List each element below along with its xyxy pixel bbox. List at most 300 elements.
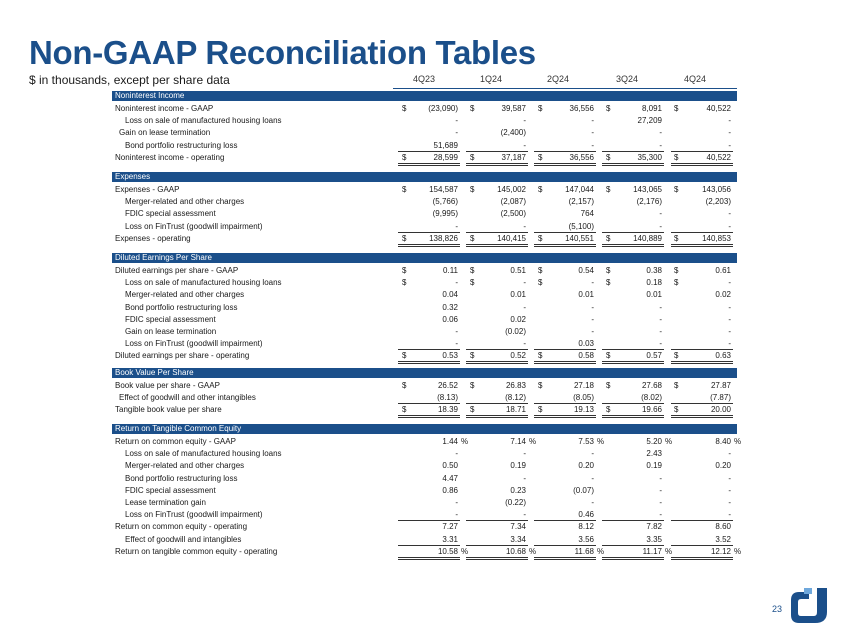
cell-value: - — [523, 302, 526, 312]
cell-value: 26.52 — [437, 381, 458, 390]
section-header: Return on Tangible Common Equity — [112, 424, 737, 434]
cell-value: - — [728, 339, 731, 349]
currency-symbol: $ — [402, 152, 407, 162]
row-label: Diluted earnings per share - operating — [115, 351, 250, 361]
total-rule — [398, 244, 460, 247]
cell-value: (5,100) — [568, 221, 594, 231]
table-row — [112, 233, 737, 244]
cell-value: 36,556 — [569, 152, 594, 162]
percent-symbol: % — [597, 546, 605, 556]
cell-value: - — [455, 339, 458, 349]
cell-value: 0.01 — [578, 290, 594, 300]
row-label: Loss on sale of manufactured housing loans — [125, 116, 282, 126]
cell-value: 143,065 — [633, 185, 662, 194]
cell-value: - — [523, 278, 526, 288]
currency-symbol: $ — [402, 233, 407, 243]
table-row — [112, 460, 737, 471]
row-label: Return on common equity - operating — [115, 522, 248, 532]
table-row — [112, 103, 737, 114]
cell-value: 0.11 — [443, 266, 458, 275]
table-row — [112, 448, 737, 459]
cell-value: - — [659, 302, 662, 312]
total-rule — [602, 244, 664, 247]
cell-value: - — [523, 449, 526, 459]
cell-value: 51,689 — [433, 140, 458, 150]
table-row — [112, 485, 737, 496]
cell-value: (8.12) — [505, 393, 526, 403]
cell-value: 0.38 — [646, 266, 662, 275]
row-label: Loss on FinTrust (goodwill impairment) — [125, 510, 263, 520]
cell-value: 7.14 — [510, 437, 526, 446]
currency-symbol: $ — [674, 351, 679, 361]
units-subtitle: $ in thousands, except per share data — [29, 73, 230, 87]
cell-value: (2,400) — [500, 128, 526, 138]
cell-value: 0.04 — [442, 290, 458, 300]
currency-symbol: $ — [470, 185, 475, 194]
cell-value: - — [523, 221, 526, 231]
table-row — [112, 289, 737, 300]
cell-value: (5,766) — [432, 197, 458, 207]
total-rule — [534, 244, 596, 247]
total-rule — [671, 163, 733, 166]
total-rule — [466, 163, 528, 166]
cell-value: - — [659, 128, 662, 138]
cell-value: 27.18 — [573, 381, 594, 390]
cell-value: - — [455, 221, 458, 231]
cell-value: - — [455, 116, 458, 126]
cell-value: 7.82 — [646, 522, 662, 532]
cell-value: - — [591, 116, 594, 126]
cell-value: 0.51 — [510, 266, 526, 275]
cell-value: 0.01 — [510, 290, 526, 300]
cell-value: 0.54 — [578, 266, 594, 275]
currency-symbol: $ — [674, 278, 679, 288]
table-row — [112, 392, 737, 403]
cell-value: 8.40 — [715, 437, 731, 446]
row-label: Merger-related and other charges — [125, 197, 245, 207]
row-label: Book value per share - GAAP — [115, 381, 220, 390]
cell-value: 0.18 — [646, 278, 662, 288]
cell-value: 764 — [580, 209, 594, 219]
cell-value: 140,415 — [497, 233, 526, 243]
currency-symbol: $ — [606, 152, 611, 162]
cell-value: 0.53 — [442, 351, 458, 361]
currency-symbol: $ — [606, 233, 611, 243]
cell-value: - — [523, 510, 526, 520]
row-label: Loss on sale of manufactured housing loans — [125, 278, 282, 288]
currency-symbol: $ — [470, 405, 475, 415]
currency-symbol: $ — [538, 104, 543, 113]
cell-value: - — [659, 510, 662, 520]
currency-symbol: $ — [538, 233, 543, 243]
currency-symbol: $ — [674, 233, 679, 243]
cell-value: - — [659, 498, 662, 507]
percent-symbol: % — [529, 546, 537, 556]
currency-symbol: $ — [674, 104, 679, 113]
cell-value: - — [591, 302, 594, 312]
table-row — [112, 184, 737, 195]
cell-value: 0.52 — [510, 351, 526, 361]
cell-value: 18.71 — [505, 405, 526, 415]
cell-value: (7.87) — [710, 393, 731, 403]
table-row — [112, 326, 737, 337]
row-label: Gain on lease termination — [119, 128, 211, 138]
cell-value: 3.52 — [715, 534, 731, 544]
cell-value: (2,203) — [705, 197, 731, 207]
currency-symbol: $ — [606, 405, 611, 415]
cell-value: 8.12 — [578, 522, 594, 532]
cell-value: 0.23 — [510, 485, 526, 495]
percent-symbol: % — [665, 437, 673, 446]
currency-symbol: $ — [538, 351, 543, 361]
table-row — [112, 350, 737, 361]
cell-value: 0.06 — [442, 314, 458, 324]
table-row — [112, 509, 737, 520]
cell-value: 0.20 — [578, 461, 594, 471]
cell-value: 0.02 — [510, 314, 526, 324]
row-label: Expenses - operating — [115, 233, 191, 243]
cell-value: - — [728, 302, 731, 312]
cell-value: 7.53 — [578, 437, 594, 446]
cell-value: 143,056 — [702, 185, 731, 194]
cell-value: (8.05) — [573, 393, 594, 403]
currency-symbol: $ — [538, 381, 543, 390]
table-row — [112, 436, 742, 447]
cell-value: 3.35 — [646, 534, 662, 544]
table-row — [112, 473, 737, 484]
row-label: Expenses - GAAP — [115, 185, 180, 194]
cell-value: - — [659, 221, 662, 231]
cell-value: - — [591, 278, 594, 288]
cell-value: 28,599 — [433, 152, 458, 162]
cell-value: 138,826 — [429, 233, 458, 243]
page-number: 23 — [771, 604, 782, 614]
total-rule — [602, 361, 664, 364]
cell-value: - — [728, 221, 731, 231]
cell-value: - — [728, 116, 731, 126]
cell-value: 0.02 — [715, 290, 731, 300]
cell-value: - — [523, 116, 526, 126]
table-row — [112, 277, 737, 288]
column-header: 4Q24 — [683, 74, 707, 84]
cell-value: - — [455, 510, 458, 520]
cell-value: 39,587 — [501, 104, 526, 113]
percent-symbol: % — [597, 437, 605, 446]
total-rule — [466, 415, 528, 418]
cell-value: - — [659, 339, 662, 349]
cell-value: - — [728, 510, 731, 520]
total-rule — [671, 557, 733, 560]
currency-symbol: $ — [470, 104, 475, 113]
cell-value: - — [591, 140, 594, 150]
row-label: Effect of goodwill and intangibles — [125, 534, 242, 544]
row-label: Return on common equity - GAAP — [115, 437, 236, 446]
currency-symbol: $ — [470, 233, 475, 243]
total-rule — [398, 163, 460, 166]
cell-value: 7.34 — [510, 522, 526, 532]
column-header: 2Q24 — [546, 74, 570, 84]
percent-symbol: % — [529, 437, 537, 446]
cell-value: - — [591, 128, 594, 138]
cell-value: - — [455, 449, 458, 459]
cell-value: - — [455, 327, 458, 336]
total-rule — [602, 557, 664, 560]
cell-value: 0.46 — [578, 510, 594, 520]
currency-symbol: $ — [674, 405, 679, 415]
cell-value: 140,551 — [565, 233, 594, 243]
row-label: Loss on sale of manufactured housing loans — [125, 449, 282, 459]
total-rule — [398, 361, 460, 364]
cell-value: (2,176) — [636, 197, 662, 207]
section-header: Noninterest Income — [112, 91, 737, 101]
table-row — [112, 208, 737, 219]
cell-value: 0.19 — [510, 461, 526, 471]
cell-value: - — [591, 314, 594, 324]
section-header: Diluted Earnings Per Share — [112, 253, 737, 263]
cell-value: 18.39 — [437, 405, 458, 415]
table-row — [112, 546, 742, 557]
cell-value: 27.68 — [641, 381, 662, 390]
cell-value: 8,091 — [641, 104, 662, 113]
currency-symbol: $ — [606, 351, 611, 361]
cell-value: 19.13 — [573, 405, 594, 415]
table-row — [112, 338, 737, 349]
currency-symbol: $ — [402, 381, 407, 390]
cell-value: 0.57 — [646, 351, 662, 361]
cell-value: (2,087) — [500, 197, 526, 207]
cell-value: (23,090) — [428, 104, 458, 113]
cell-value: (0.07) — [573, 485, 594, 495]
total-rule — [534, 415, 596, 418]
cell-value: - — [659, 485, 662, 495]
cell-value: (9,995) — [432, 209, 458, 219]
row-label: FDIC special assessment — [125, 485, 216, 495]
percent-symbol: % — [665, 546, 673, 556]
table-row — [112, 265, 737, 276]
currency-symbol: $ — [606, 266, 611, 275]
row-label: Tangible book value per share — [115, 405, 222, 415]
page-title: Non-GAAP Reconciliation Tables — [29, 34, 536, 71]
row-label: Noninterest income - GAAP — [115, 104, 214, 113]
row-label: Loss on FinTrust (goodwill impairment) — [125, 221, 263, 231]
cell-value: 11.17 — [642, 546, 662, 556]
table-row — [112, 534, 737, 545]
cell-value: 154,587 — [429, 185, 458, 194]
cell-value: - — [728, 314, 731, 324]
cell-value: 40,522 — [706, 152, 731, 162]
cell-value: - — [728, 278, 731, 288]
cell-value: - — [659, 209, 662, 219]
cell-value: - — [728, 485, 731, 495]
row-label: Bond portfolio restructuring loss — [125, 473, 238, 483]
currency-symbol: $ — [674, 152, 679, 162]
cell-value: - — [455, 128, 458, 138]
cell-value: 10.68 — [505, 546, 526, 556]
cell-value: 0.19 — [646, 461, 662, 471]
cell-value: 20.00 — [710, 405, 731, 415]
percent-symbol: % — [461, 437, 469, 446]
table-row — [112, 196, 737, 207]
total-rule — [534, 163, 596, 166]
cell-value: 140,889 — [633, 233, 662, 243]
currency-symbol: $ — [606, 278, 611, 288]
currency-symbol: $ — [402, 278, 407, 288]
cell-value: - — [659, 140, 662, 150]
cell-value: 7.27 — [442, 522, 458, 532]
cell-value: 1.44 — [442, 437, 458, 446]
cell-value: 3.56 — [578, 534, 594, 544]
total-rule — [671, 244, 733, 247]
table-row — [112, 497, 737, 508]
cell-value: - — [591, 473, 594, 483]
total-rule — [602, 163, 664, 166]
cell-value: 26.83 — [505, 381, 526, 390]
percent-symbol: % — [461, 546, 469, 556]
cell-value: 147,044 — [565, 185, 594, 194]
column-header: 1Q24 — [479, 74, 503, 84]
cell-value: - — [591, 327, 594, 336]
currency-symbol: $ — [606, 185, 611, 194]
currency-symbol: $ — [402, 266, 407, 275]
row-label: Bond portfolio restructuring loss — [125, 302, 238, 312]
cell-value: 0.86 — [442, 485, 458, 495]
total-rule — [534, 361, 596, 364]
cell-value: (2,157) — [568, 197, 594, 207]
currency-symbol: $ — [470, 266, 475, 275]
cell-value: 145,002 — [497, 185, 526, 194]
cell-value: 37,187 — [501, 152, 526, 162]
table-row — [112, 404, 737, 415]
cell-value: - — [728, 209, 731, 219]
cell-value: 2.43 — [646, 449, 662, 459]
company-logo-icon — [787, 582, 833, 628]
section-header: Book Value Per Share — [112, 368, 737, 378]
cell-value: - — [591, 449, 594, 459]
cell-value: (0.22) — [505, 498, 526, 507]
row-label: Merger-related and other charges — [125, 290, 245, 300]
header-rule — [393, 88, 737, 89]
table-row — [112, 380, 737, 391]
currency-symbol: $ — [538, 278, 543, 288]
currency-symbol: $ — [674, 266, 679, 275]
currency-symbol: $ — [674, 381, 679, 390]
currency-symbol: $ — [538, 266, 543, 275]
cell-value: - — [728, 128, 731, 138]
currency-symbol: $ — [470, 381, 475, 390]
table-row — [112, 140, 737, 151]
currency-symbol: $ — [606, 381, 611, 390]
cell-value: 3.31 — [442, 534, 458, 544]
cell-value: 8.60 — [715, 522, 731, 532]
total-rule — [602, 415, 664, 418]
currency-symbol: $ — [402, 405, 407, 415]
row-label: Gain on lease termination — [125, 327, 217, 336]
currency-symbol: $ — [402, 185, 407, 194]
cell-value: 0.03 — [578, 339, 594, 349]
cell-value: 5.20 — [646, 437, 662, 446]
section-header: Expenses — [112, 172, 737, 182]
cell-value: - — [659, 314, 662, 324]
cell-value: 40,522 — [706, 104, 731, 113]
currency-symbol: $ — [538, 185, 543, 194]
currency-symbol: $ — [538, 405, 543, 415]
cell-value: - — [523, 140, 526, 150]
percent-symbol: % — [734, 437, 742, 446]
cell-value: - — [523, 473, 526, 483]
row-label: Return on tangible common equity - operating — [115, 546, 278, 556]
cell-value: - — [728, 498, 731, 507]
cell-value: 140,853 — [702, 233, 731, 243]
table-row — [112, 152, 737, 163]
cell-value: - — [455, 278, 458, 288]
table-row — [112, 221, 737, 232]
row-label: Effect of goodwill and other intangibles — [119, 393, 256, 403]
cell-value: 4.47 — [442, 473, 458, 483]
cell-value: 12.12 — [710, 546, 731, 556]
cell-value: 3.34 — [510, 534, 526, 544]
cell-value: (0.02) — [505, 327, 526, 336]
cell-value: 0.61 — [715, 266, 731, 275]
cell-value: - — [523, 339, 526, 349]
cell-value: 10.58 — [437, 546, 458, 556]
row-label: Noninterest income - operating — [115, 152, 225, 162]
total-rule — [466, 244, 528, 247]
cell-value: 11.68 — [574, 546, 594, 556]
cell-value: - — [591, 498, 594, 507]
table-row — [112, 521, 737, 532]
row-label: Diluted earnings per share - GAAP — [115, 266, 239, 275]
currency-symbol: $ — [470, 152, 475, 162]
cell-value: - — [728, 473, 731, 483]
currency-symbol: $ — [402, 104, 407, 113]
column-header: 3Q24 — [615, 74, 639, 84]
cell-value: 35,300 — [637, 152, 662, 162]
currency-symbol: $ — [470, 278, 475, 288]
total-rule — [671, 361, 733, 364]
row-label: Loss on FinTrust (goodwill impairment) — [125, 339, 263, 349]
total-rule — [398, 415, 460, 418]
cell-value: (8.02) — [641, 393, 662, 403]
cell-value: 0.20 — [715, 461, 731, 471]
percent-symbol: % — [734, 546, 742, 556]
row-label: Bond portfolio restructuring loss — [125, 140, 238, 150]
cell-value: 36,556 — [569, 104, 594, 113]
total-rule — [398, 557, 460, 560]
table-row — [112, 115, 737, 126]
currency-symbol: $ — [470, 351, 475, 361]
cell-value: - — [455, 498, 458, 507]
row-label: FDIC special assessment — [125, 209, 216, 219]
table-row — [112, 127, 737, 138]
cell-value: 0.58 — [578, 351, 594, 361]
total-rule — [534, 557, 596, 560]
total-rule — [466, 361, 528, 364]
currency-symbol: $ — [606, 104, 611, 113]
cell-value: 0.01 — [646, 290, 662, 300]
total-rule — [466, 557, 528, 560]
currency-symbol: $ — [674, 185, 679, 194]
cell-value: - — [659, 473, 662, 483]
cell-value: 27,209 — [637, 116, 662, 126]
row-label: FDIC special assessment — [125, 314, 216, 324]
column-header: 4Q23 — [412, 74, 436, 84]
table-row — [112, 314, 737, 325]
cell-value: 0.32 — [442, 302, 458, 312]
cell-value: 27.87 — [710, 381, 731, 390]
cell-value: 19.66 — [641, 405, 662, 415]
table-row — [112, 302, 737, 313]
cell-value: - — [659, 327, 662, 336]
